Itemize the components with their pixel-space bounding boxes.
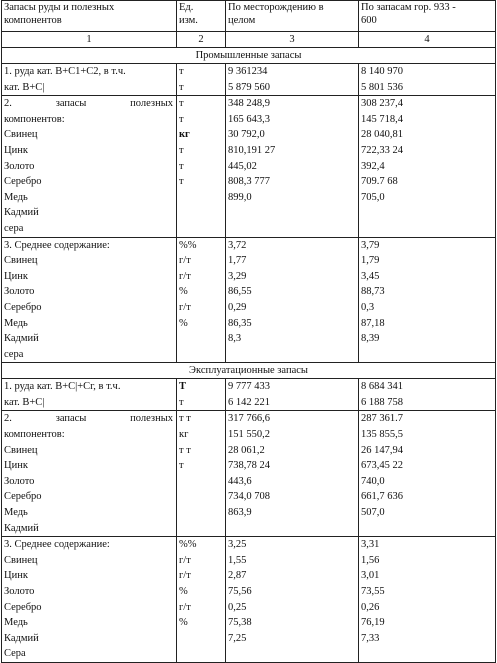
cell-line: [228, 205, 358, 221]
header-cell-3: [226, 1, 359, 32]
column-number: 2: [177, 32, 226, 48]
table-row: [2, 64, 496, 96]
cell-line: Золото: [4, 160, 35, 172]
table-cell-c2: [177, 537, 226, 663]
cell-line: [228, 221, 358, 237]
cell-line: [179, 205, 225, 221]
cell-line: 73,55: [361, 586, 385, 597]
table-cell-c1: [2, 537, 177, 663]
cell-line: 1,56: [361, 554, 380, 566]
table-cell-c2: [177, 411, 226, 537]
cell-line: %: [179, 586, 188, 597]
cell-line: 392,4: [361, 160, 385, 172]
cell-line: [179, 221, 225, 237]
cell-line: Свинец: [4, 554, 38, 566]
cell-line: г/т: [179, 255, 191, 267]
cell-line: [179, 331, 225, 347]
cell-line: 3,45: [361, 270, 380, 282]
cell-line: т: [179, 460, 184, 472]
cell-line: т т: [179, 413, 191, 425]
table-cell-c3: [226, 237, 359, 363]
cell-line: 3,01: [361, 570, 380, 582]
cell-line: Золото: [4, 286, 35, 298]
table-cell-c1: [2, 411, 177, 537]
cell-line: 0,26: [361, 601, 380, 613]
cell-line: 5 879 560: [228, 81, 270, 93]
cell-line: 7,25: [228, 632, 247, 644]
cell-line: кг: [179, 429, 189, 441]
cell-line: 348 248,9: [228, 98, 270, 110]
table-cell-c2: [177, 64, 226, 96]
cell-line: 26 147,94: [361, 444, 403, 456]
table-cell-c4: [359, 64, 496, 96]
cell-line: %%: [179, 239, 197, 251]
cell-line: 317 766,6: [228, 413, 270, 425]
section-title-row: [2, 48, 496, 64]
cell-line: 86,55: [228, 286, 252, 298]
cell-line: 165 643,3: [228, 113, 270, 125]
cell-line: кат. В+С|: [4, 81, 45, 93]
cell-line: 6 188 758: [361, 396, 403, 408]
header-cell-4: [359, 1, 496, 32]
cell-line: г/т: [179, 570, 191, 582]
cell-line: 673,45 22: [361, 460, 403, 472]
cell-line: г/т: [179, 301, 191, 313]
cell-line: 1,55: [228, 554, 247, 566]
cell-line: 135 855,5: [361, 429, 403, 441]
cell-line: сера: [4, 348, 24, 360]
section-title: Промышленные запасы: [2, 48, 496, 64]
column-number: 4: [359, 32, 496, 48]
header-cell-1: [2, 1, 177, 32]
cell-line: [361, 347, 495, 363]
cell-line: %: [179, 286, 188, 298]
cell-line: т: [179, 66, 184, 77]
table-row: [2, 379, 496, 411]
table-cell-c2: [177, 379, 226, 411]
cell-line: 1. руда кат. В+С1+С2, в т.ч.: [4, 66, 126, 77]
cell-line: [179, 489, 225, 505]
table-row: [2, 411, 496, 537]
cell-line: 145 718,4: [361, 113, 403, 125]
cell-line: %: [179, 617, 188, 629]
cell-line: Серебро: [4, 491, 42, 503]
cell-line: 2,87: [228, 570, 247, 582]
cell-line: Кадмий: [4, 522, 39, 534]
cell-line: Серебро: [4, 601, 42, 613]
cell-line: Сера: [4, 648, 26, 660]
cell-line: [361, 646, 495, 662]
cell-line: 810,191 27: [228, 144, 276, 156]
table-row: [2, 237, 496, 363]
table-cell-c4: [359, 237, 496, 363]
cell-line: [228, 646, 358, 662]
cell-line: Т: [179, 381, 187, 393]
cell-line: Свинец: [4, 129, 38, 141]
column-number: 1: [2, 32, 177, 48]
cell-line: кат. В+С|: [4, 396, 45, 408]
table-cell-c3: [226, 64, 359, 96]
cell-line: сера: [4, 222, 24, 234]
cell-line: 3,25: [228, 539, 247, 551]
cell-line: 6 142 221: [228, 396, 270, 408]
cell-line: [228, 347, 358, 363]
header-row: [2, 1, 496, 32]
cell-line: 443,6: [228, 475, 252, 487]
cell-line: 863,9: [228, 507, 252, 519]
cell-line: Медь: [4, 191, 28, 203]
cell-line: 3,72: [228, 239, 247, 251]
cell-line: 88,73: [361, 286, 385, 298]
cell-line: 8,3: [228, 333, 242, 345]
cell-line: 3,31: [361, 539, 380, 551]
cell-line: 28 040,81: [361, 129, 403, 141]
cell-line: Цинк: [4, 270, 28, 282]
cell-line: Золото: [4, 586, 35, 597]
cell-line: 86,35: [228, 317, 252, 329]
cell-line: г/т: [179, 601, 191, 613]
cell-line: Медь: [4, 507, 28, 519]
cell-line: 661,7 636: [361, 491, 403, 503]
cell-line: [179, 521, 225, 537]
table-cell-c3: [226, 411, 359, 537]
header-text: Ед.: [179, 2, 194, 13]
table-cell-c2: [177, 237, 226, 363]
cell-line: 722,33 24: [361, 144, 403, 156]
cell-line: 87,18: [361, 317, 385, 329]
cell-line: Цинк: [4, 460, 28, 472]
cell-line: [179, 190, 225, 206]
cell-line: 899,0: [228, 191, 252, 203]
cell-line: Кадмий: [4, 333, 39, 345]
cell-line: [361, 221, 495, 237]
cell-line: 28 061,2: [228, 444, 265, 456]
cell-line: т: [179, 160, 184, 172]
table-row: [2, 537, 496, 663]
cell-line: 30 792,0: [228, 129, 265, 141]
section-title-row: [2, 363, 496, 379]
header-text: изм.: [179, 15, 198, 26]
table-cell-c1: [2, 237, 177, 363]
cell-line: 1,79: [361, 255, 380, 267]
cell-line: 0,25: [228, 601, 247, 613]
cell-line: 9 777 433: [228, 381, 270, 393]
cell-line: [179, 474, 225, 490]
cell-line: компонентов:: [4, 429, 65, 441]
cell-line: 1,77: [228, 255, 247, 267]
cell-line: 9 361234: [228, 66, 268, 77]
header-text: Запасы руды и полезных: [4, 2, 115, 13]
cell-line: 8,39: [361, 333, 380, 345]
cell-line: %: [179, 317, 188, 329]
cell-line: [179, 347, 225, 363]
cell-line: Медь: [4, 617, 28, 629]
cell-line: 8 684 341: [361, 381, 403, 393]
cell-line: 808,3 777: [228, 176, 270, 188]
cell-line: 740,0: [361, 475, 385, 487]
cell-line: Кадмий: [4, 632, 39, 644]
cell-line: [361, 521, 495, 537]
cell-line: 709.7 68: [361, 176, 398, 188]
cell-line: 0,3: [361, 301, 375, 313]
cell-line: т: [179, 98, 184, 110]
cell-line: 734,0 708: [228, 491, 270, 503]
table-cell-c1: [2, 379, 177, 411]
cell-line: т: [179, 113, 184, 125]
cell-line: [179, 505, 225, 521]
cell-line: %%: [179, 539, 197, 551]
cell-line: Медь: [4, 317, 28, 329]
table-cell-c3: [226, 537, 359, 663]
cell-line: 151 550,2: [228, 429, 270, 441]
header-cell-2: [177, 1, 226, 32]
cell-line: Цинк: [4, 570, 28, 582]
column-number: 3: [226, 32, 359, 48]
cell-line: 445,02: [228, 160, 257, 172]
table-cell-c4: [359, 96, 496, 237]
cell-line: т: [179, 144, 184, 156]
cell-line: Свинец: [4, 255, 38, 267]
table-row: [2, 96, 496, 237]
reserves-table: [1, 0, 496, 663]
cell-line: 287 361.7: [361, 413, 403, 425]
table-cell-c3: [226, 379, 359, 411]
cell-line: т т: [179, 444, 191, 456]
header-text: По запасам гор. 933 -: [361, 2, 456, 13]
cell-line: 5 801 536: [361, 81, 403, 93]
cell-line: т: [179, 396, 184, 408]
table-cell-c3: [226, 96, 359, 237]
cell-line: 738,78 24: [228, 460, 270, 472]
cell-line: 3,29: [228, 270, 247, 282]
cell-line: [179, 646, 225, 662]
cell-line: Кадмий: [4, 207, 39, 219]
table-cell-c2: [177, 96, 226, 237]
table-cell-c4: [359, 411, 496, 537]
cell-line: г/т: [179, 554, 191, 566]
cell-line: 2. запасы полезных: [4, 98, 173, 110]
cell-line: Цинк: [4, 144, 28, 156]
cell-line: Серебро: [4, 176, 42, 188]
header-text: По месторождению в: [228, 2, 324, 13]
section-title: Эксплуатационные запасы: [2, 363, 496, 379]
header-text: компонентов: [4, 15, 62, 26]
cell-line: [228, 521, 358, 537]
cell-line: Золото: [4, 475, 35, 487]
cell-line: 3,79: [361, 239, 380, 251]
cell-line: 8 140 970: [361, 66, 403, 77]
cell-line: т: [179, 81, 184, 93]
cell-line: 76,19: [361, 617, 385, 629]
table-cell-c1: [2, 64, 177, 96]
table-cell-c1: [2, 96, 177, 237]
cell-line: 2. запасы полезных: [4, 413, 173, 425]
cell-line: [179, 631, 225, 647]
table-cell-c4: [359, 379, 496, 411]
cell-line: 7,33: [361, 632, 380, 644]
table-cell-c4: [359, 537, 496, 663]
cell-line: 705,0: [361, 191, 385, 203]
cell-line: 3. Среднее содержание:: [4, 239, 110, 251]
cell-line: 1. руда кат. В+С|+Сг, в т.ч.: [4, 381, 121, 393]
cell-line: т: [179, 176, 184, 188]
cell-line: 308 237,4: [361, 98, 403, 110]
cell-line: 3. Среднее содержание:: [4, 539, 110, 551]
cell-line: 507,0: [361, 507, 385, 519]
column-number-row: [2, 32, 496, 48]
cell-line: 75,38: [228, 617, 252, 629]
header-text: 600: [361, 15, 377, 26]
cell-line: компонентов:: [4, 113, 65, 125]
cell-line: [361, 205, 495, 221]
cell-line: кг: [179, 129, 190, 141]
header-text: целом: [228, 15, 256, 26]
cell-line: 75,56: [228, 586, 252, 597]
cell-line: 0,29: [228, 301, 247, 313]
cell-line: Свинец: [4, 444, 38, 456]
cell-line: Серебро: [4, 301, 42, 313]
cell-line: г/т: [179, 270, 191, 282]
